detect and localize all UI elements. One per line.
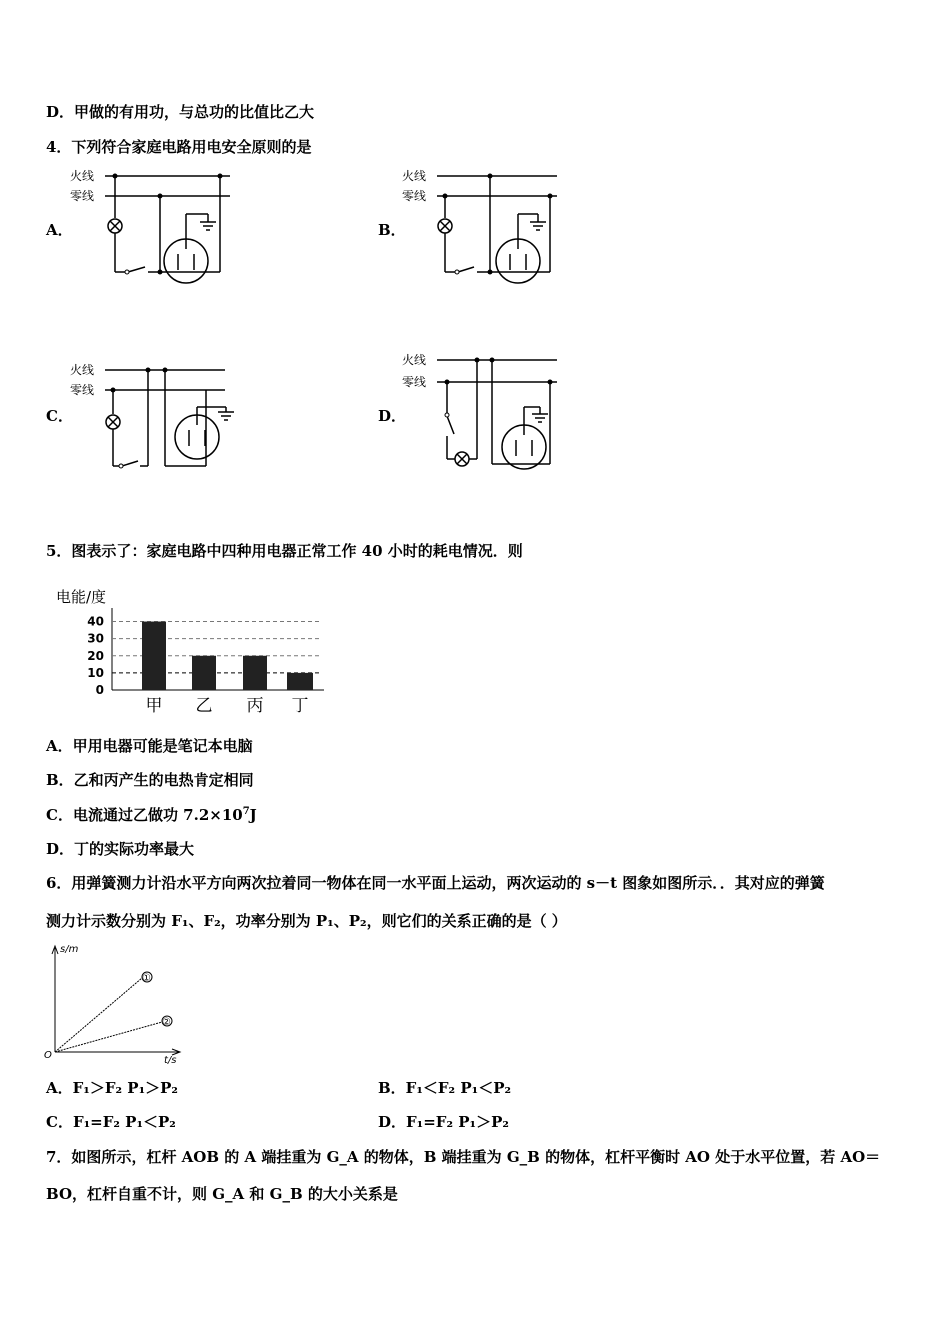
- circuit-c: [70, 360, 240, 480]
- zero-label: 零线: [402, 189, 427, 203]
- line-2: [55, 1022, 162, 1052]
- q7-stem-line2: BO，杠杆自重不计，则 G_A 和 G_B 的大小关系是: [46, 1185, 398, 1203]
- q6-option-c: C．F₁=F₂ P₁＜P₂: [46, 1113, 176, 1131]
- q4-stem: 4．下列符合家庭电路用电安全原则的是: [46, 138, 312, 156]
- zero-label: 零线: [402, 375, 427, 389]
- circuit-b: [402, 166, 572, 291]
- line-2-label: ②: [162, 1017, 171, 1028]
- y-tick-label: 30: [87, 631, 104, 646]
- fire-label: 火线: [402, 353, 427, 367]
- fire-label: 火线: [70, 363, 95, 377]
- q6-stem-line1: 6．用弹簧测力计沿水平方向两次拉着同一物体在同一水平面上运动，两次运动的 s－t 图象如图所示．．其对应的弹簧: [46, 874, 825, 892]
- line-1-label: ①: [142, 973, 151, 984]
- q4-option-b-label: B．: [378, 221, 406, 239]
- q6-option-b: B．F₁＜F₂ P₁＜P₂: [378, 1079, 512, 1097]
- x-tick-label: 丁: [291, 696, 309, 716]
- q5-option-d: D．丁的实际功率最大: [46, 840, 195, 858]
- x-tick-label: 丙: [246, 696, 264, 716]
- zero-label: 零线: [70, 383, 95, 397]
- q6-option-d: D．F₁=F₂ P₁＞P₂: [378, 1113, 509, 1131]
- q4-option-d-label: D．: [378, 407, 407, 425]
- bar-4: [287, 673, 313, 690]
- q6-option-a: A．F₁＞F₂ P₁＞P₂: [46, 1079, 178, 1097]
- q5-stem: 5．图表示了：家庭电路中四种用电器正常工作 40 小时的耗电情况．则: [46, 542, 523, 560]
- x-tick-label: 乙: [195, 696, 213, 716]
- fire-label: 火线: [402, 169, 427, 183]
- x-tick-label: 甲: [145, 696, 163, 716]
- bar-1: [142, 622, 166, 690]
- q4-option-c-label: C．: [46, 407, 73, 425]
- st-graph: [40, 940, 190, 1065]
- zero-label: 零线: [70, 189, 95, 203]
- y-tick-label: 0: [95, 683, 104, 697]
- y-tick-label: 20: [87, 648, 104, 663]
- y-tick-label: 40: [87, 614, 104, 629]
- bar-2: [192, 656, 216, 690]
- circuit-d: [402, 352, 572, 477]
- q5-option-a: A．甲用电器可能是笔记本电脑: [46, 737, 253, 755]
- q6-stem-line2: 测力计示数分别为 F₁、F₂，功率分别为 P₁、P₂，则它们的关系正确的是（ ）: [46, 912, 567, 930]
- line-1: [55, 978, 142, 1052]
- chart-ylabel: 电能/度: [56, 588, 107, 606]
- y-tick-label: 10: [87, 665, 104, 680]
- fire-label: 火线: [70, 169, 95, 183]
- q4-option-a-label: A．: [46, 221, 73, 239]
- s-axis-label: s/m: [60, 944, 79, 955]
- circuit-a: [70, 166, 240, 291]
- q7-stem-line1: 7．如图所示，杠杆 AOB 的 A 端挂重为 G_A 的物体，B 端挂重为 G_B 的物体，杠杆平衡时 AO 处于水平位置，若 AO＝: [46, 1148, 881, 1166]
- origin-label: O: [44, 1050, 52, 1061]
- q3-option-d: D．甲做的有用功，与总功的比值比乙大: [46, 103, 315, 121]
- q5-option-b: B．乙和丙产生的电热肯定相同: [46, 771, 254, 789]
- q5-option-c: C．电流通过乙做功 $7.2\times 10^7J$: [46, 806, 257, 824]
- energy-bar-chart: [52, 580, 342, 720]
- t-axis-label: t/s: [164, 1055, 177, 1065]
- bar-3: [243, 656, 267, 690]
